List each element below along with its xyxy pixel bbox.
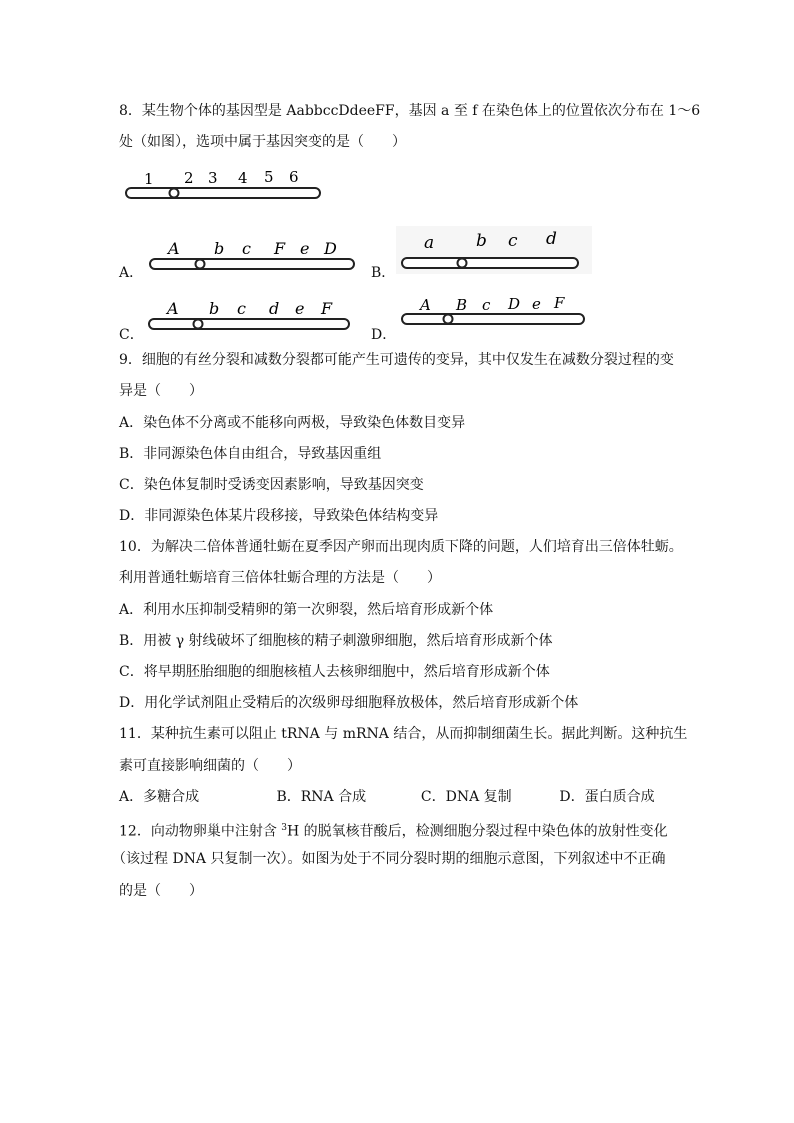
ref-label-3: 3 [208, 169, 218, 187]
q10-option-b: B．用被 γ 射线破坏了细胞核的精子刺激卵细胞，然后培育形成新个体 [119, 633, 553, 649]
gene-d-5: e [532, 295, 541, 313]
gene-a-2: b [214, 239, 225, 258]
q8-option-d-label: D． [371, 327, 397, 343]
q9-stem-line1: 9．细胞的有丝分裂和减数分裂都可能产生可遗传的变异，其中仅发生在减数分裂过程的变 [119, 352, 674, 368]
gene-a-6: D [324, 239, 337, 258]
q8-option-a-label: A． [119, 265, 144, 281]
q11-stem-line2: 素可直接影响细菌的（ ） [119, 758, 301, 774]
gene-d-6: F [554, 294, 565, 312]
q10-stem-line2: 利用普通牡蛎培育三倍体牡蛎合理的方法是（ ） [119, 570, 441, 586]
q8-option-c-chromosome [145, 296, 353, 334]
q9-option-b: B．非同源染色体自由组合，导致基因重组 [119, 446, 382, 462]
gene-d-4: D [508, 295, 521, 313]
q12-stem-line2: （该过程 DNA 只复制一次）。如图为处于不同分裂时期的细胞示意图，下列叙述中不正确 [112, 851, 666, 867]
gene-b-4: d [546, 229, 557, 249]
gene-c-2: b [209, 299, 220, 318]
q8-option-b-chromosome [396, 226, 592, 274]
q9-option-a: A．染色体不分离或不能移向两极，导致染色体数目变异 [119, 415, 466, 431]
q11-option-a: A．多糖合成 [119, 789, 200, 805]
gene-c-3: c [237, 299, 246, 318]
q8-option-d-chromosome [398, 292, 590, 332]
ref-label-1: 1 [144, 170, 154, 188]
gene-a-4: F [274, 239, 286, 258]
gene-c-6: F [321, 299, 333, 318]
q8-option-c-label: C． [119, 327, 144, 343]
q10-option-c: C．将早期胚胎细胞的细胞核植人去核卵细胞中，然后培育形成新个体 [119, 664, 550, 680]
gene-c-4: d [269, 299, 280, 318]
gene-a-3: c [242, 239, 251, 258]
gene-c-5: e [295, 299, 305, 318]
q11-option-b: B．RNA 合成 [276, 789, 367, 805]
q12-superscript: 3 [281, 823, 287, 833]
q11-stem-line1: 11．某种抗生素可以阻止 tRNA 与 mRNA 结合，从而抑制细菌生长。据此判断。这种抗生 [119, 726, 688, 742]
gene-a-5: e [300, 239, 310, 258]
gene-a-1: A [168, 239, 180, 258]
gene-b-1: a [424, 233, 435, 253]
ref-label-4: 4 [238, 169, 248, 187]
q10-option-d: D．用化学试剂阻止受精后的次级卵母细胞释放极体，然后培育形成新个体 [119, 695, 579, 711]
q9-option-d: D．非同源染色体某片段移接，导致染色体结构变异 [119, 508, 439, 524]
q8-option-b-label: B． [371, 265, 396, 281]
q11-options-row [119, 787, 655, 807]
q10-option-a: A．利用水压抑制受精卵的第一次卵裂，然后培育形成新个体 [119, 602, 494, 618]
q8-stem-line2: 处（如图），选项中属于基因突变的是（ ） [119, 134, 406, 150]
gene-b-2: b [476, 231, 487, 251]
gene-d-3: c [482, 296, 491, 314]
q8-stem-line1: 8．某生物个体的基因型是 AabbccDdeeFF，基因 a 至 f 在染色体上的位置依次分布在 1～6 [119, 103, 701, 119]
ref-label-5: 5 [264, 168, 274, 186]
q12-stem-line3: 的是（ ） [119, 883, 203, 899]
q11-option-d: D．蛋白质合成 [559, 789, 655, 805]
gene-b-3: c [508, 231, 518, 251]
ref-label-2: 2 [184, 169, 194, 187]
ref-label-6: 6 [289, 168, 299, 186]
q9-option-c: C．染色体复制时受诱变因素影响，导致基因突变 [119, 477, 424, 493]
q8-option-a-chromosome [146, 236, 358, 274]
q9-stem-line2: 异是（ ） [119, 383, 203, 399]
q12-stem-line1 [119, 818, 668, 842]
gene-c-1: A [167, 299, 179, 318]
q8-reference-chromosome [122, 166, 328, 206]
q12-stem-post: H 的脱氧核苷酸后，检测细胞分裂过程中染色体的放射性变化 [287, 823, 668, 840]
q10-stem-line1: 10．为解决二倍体普通牡蛎在夏季因产卵而出现肉质下降的问题，人们培育出三倍体牡蛎。 [119, 539, 683, 555]
gene-d-2: B [456, 296, 468, 314]
q11-option-c: C．DNA 复制 [420, 789, 512, 805]
gene-d-1: A [420, 296, 431, 314]
q12-stem-pre: 12．向动物卵巢中注射含 [119, 823, 282, 840]
